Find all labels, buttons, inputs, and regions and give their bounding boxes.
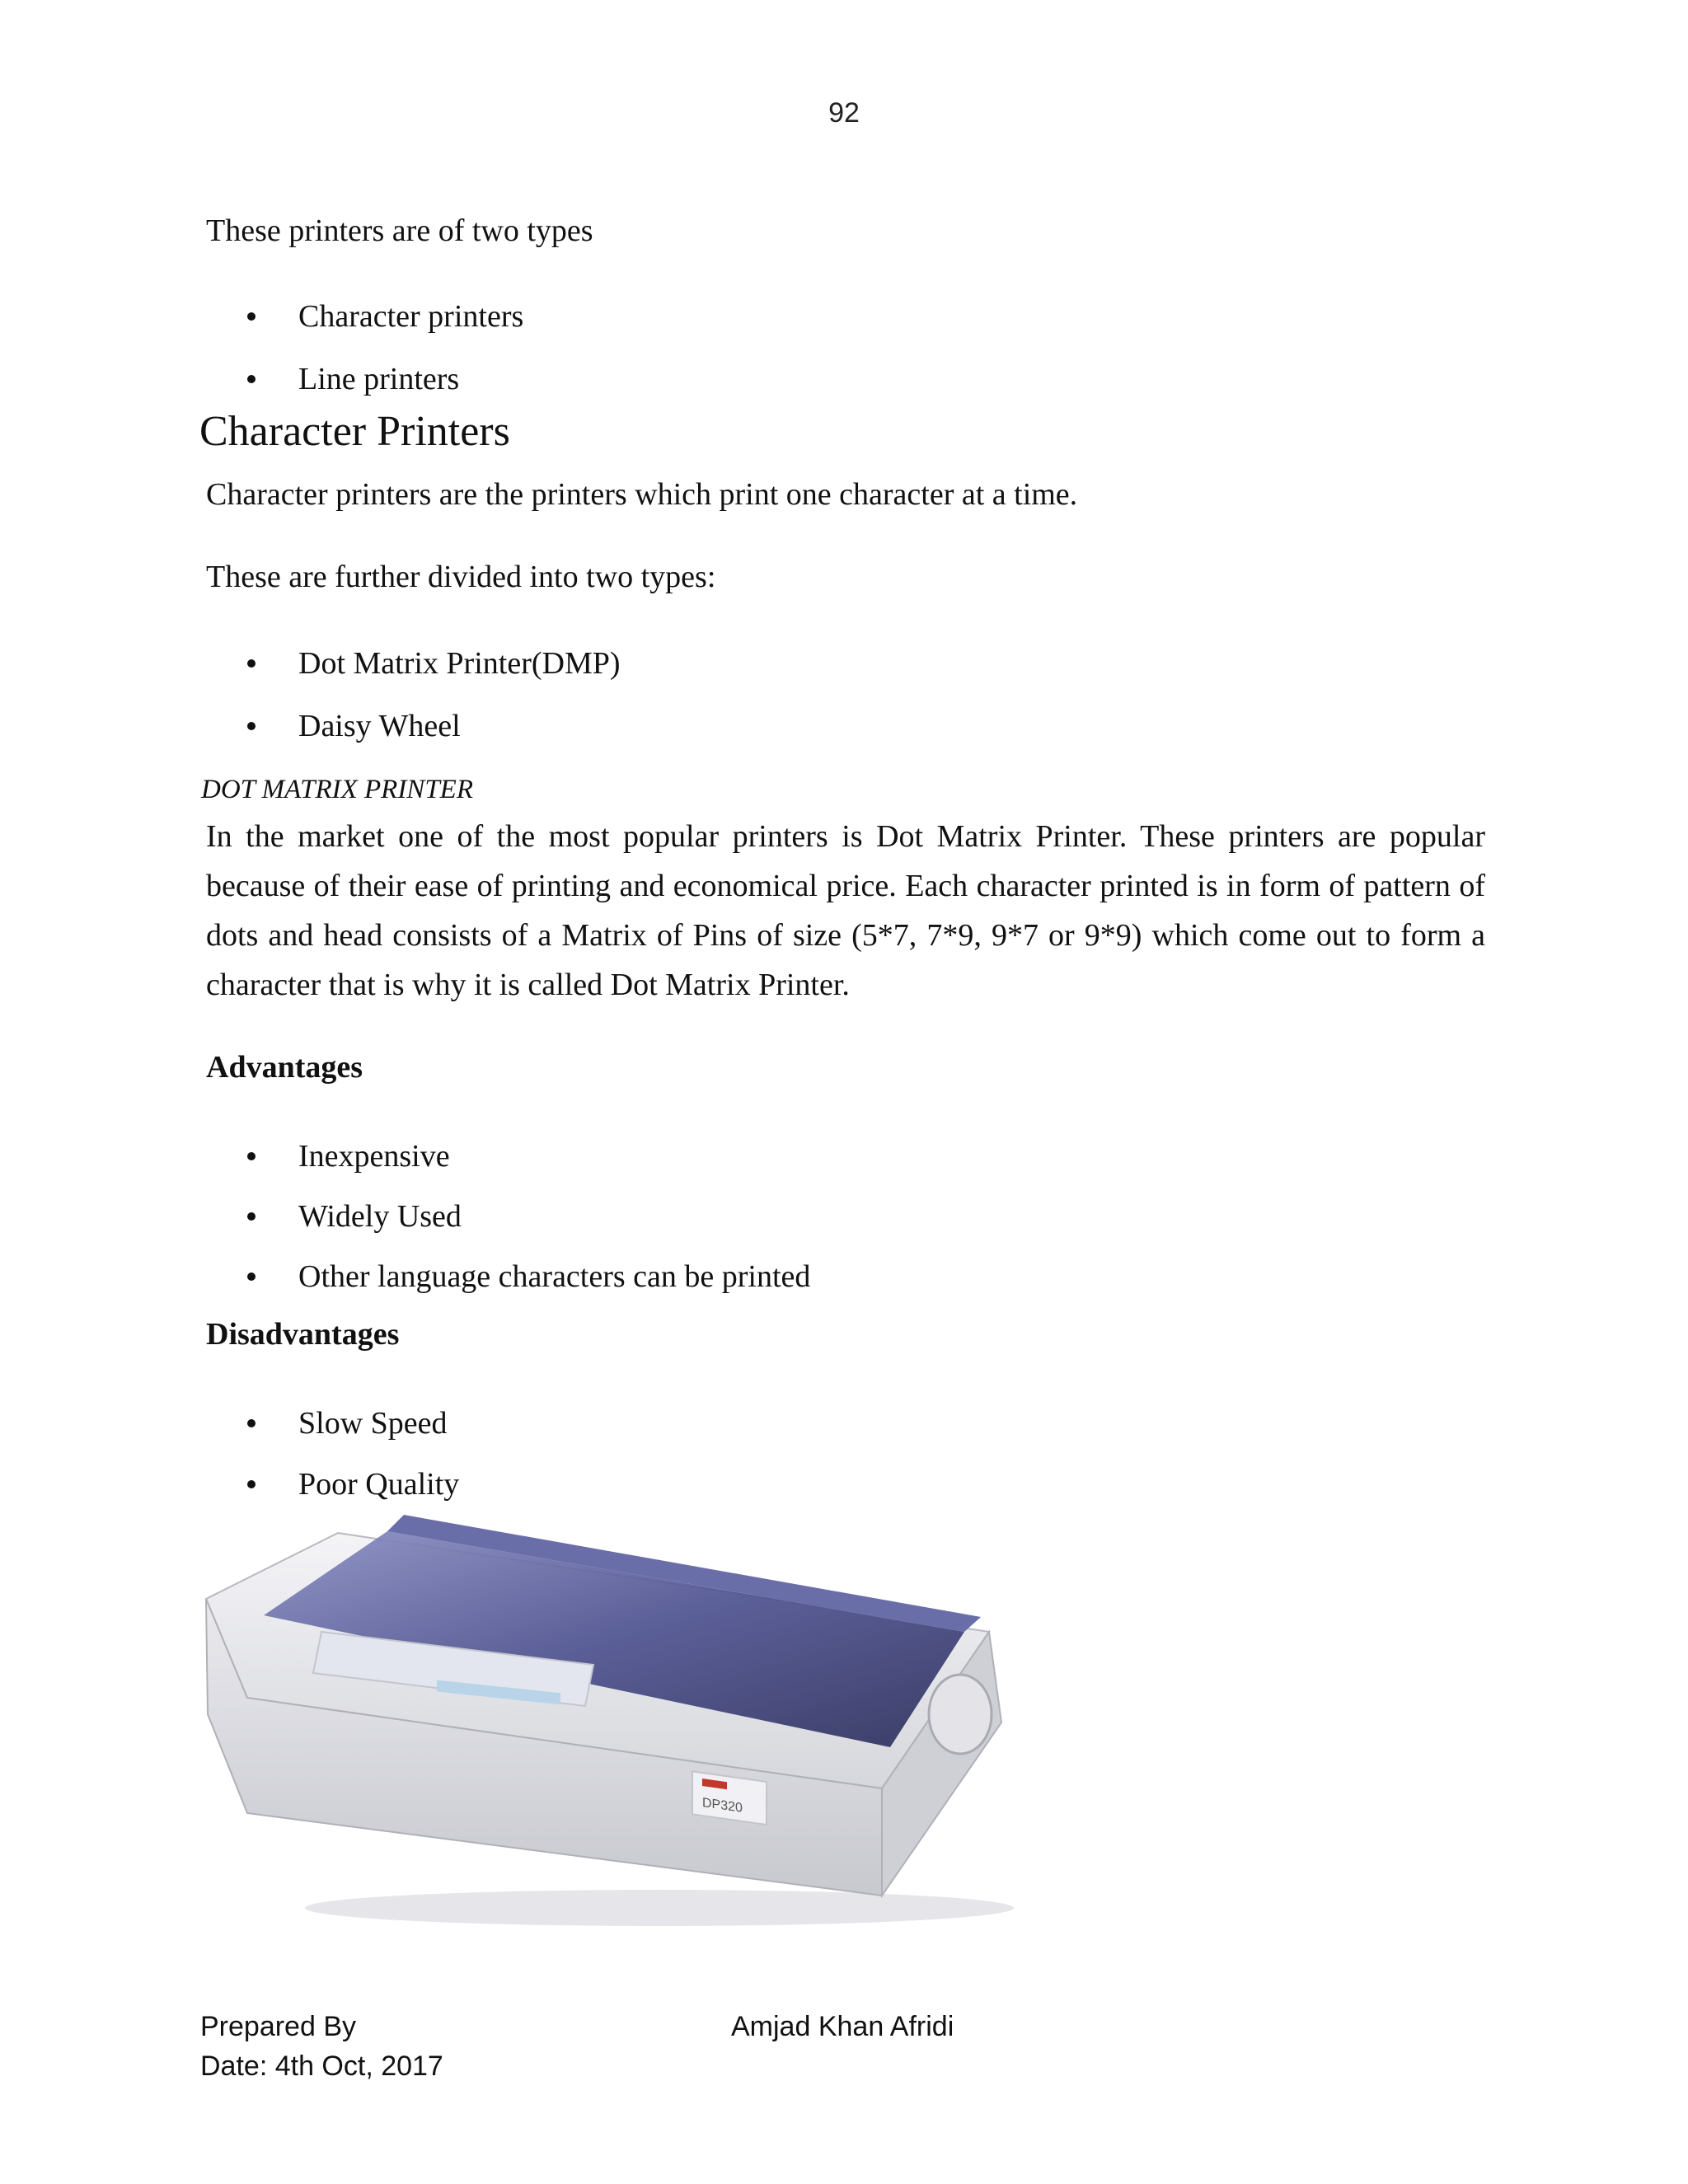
bullet-icon — [247, 659, 256, 668]
date-label: Date: 4th Oct, 2017 — [200, 2050, 443, 2082]
advantages-heading: Advantages — [206, 1050, 363, 1085]
knob-icon — [929, 1675, 992, 1754]
page-number: 92 — [828, 97, 860, 129]
list-item: Slow Speed — [247, 1399, 448, 1448]
section-heading: Character Printers — [199, 408, 510, 455]
shadow — [305, 1890, 1014, 1926]
bullet-icon — [247, 375, 256, 383]
list-item: Line printers — [247, 354, 459, 404]
divided-text: These are further divided into two types: — [206, 560, 716, 594]
list-item: Inexpensive — [247, 1132, 450, 1181]
section-text: Character printers are the printers which print one character at a time. — [206, 477, 1078, 512]
author-name: Amjad Khan Afridi — [731, 2011, 954, 2042]
subheading: DOT MATRIX PRINTER — [201, 775, 473, 804]
bullet-icon — [247, 722, 256, 730]
intro-text: These printers are of two types — [206, 213, 593, 248]
bullet-icon — [247, 1419, 256, 1427]
list-item: Widely Used — [247, 1192, 462, 1241]
bullet-icon — [247, 1212, 256, 1221]
prepared-by-label: Prepared By — [200, 2011, 356, 2042]
list-item: Character printers — [247, 292, 523, 341]
model-label: DP320 — [702, 1795, 743, 1816]
bullet-icon — [247, 1152, 256, 1160]
list-item: Poor Quality — [247, 1460, 459, 1509]
bullet-icon — [247, 1480, 256, 1488]
list-item: Daisy Wheel — [247, 701, 461, 751]
bullet-icon — [247, 312, 256, 321]
list-item: Other language characters can be printed — [247, 1252, 810, 1301]
disadvantages-heading: Disadvantages — [206, 1317, 400, 1352]
description-paragraph: In the market one of the most popular printers is Dot Matrix Printer. These printers are popular because of their ease of printing and economical price. Each character printed is in form of pattern of dots and head consists of a Matrix of Pins of size (5*7, 7*9, 9*7 or 9*9) which come out to form a character that is why it is called Dot Matrix Printer. — [206, 819, 1485, 1002]
list-item: Dot Matrix Printer(DMP) — [247, 639, 621, 688]
printer-image — [198, 1508, 1022, 1937]
bullet-icon — [247, 1272, 256, 1281]
